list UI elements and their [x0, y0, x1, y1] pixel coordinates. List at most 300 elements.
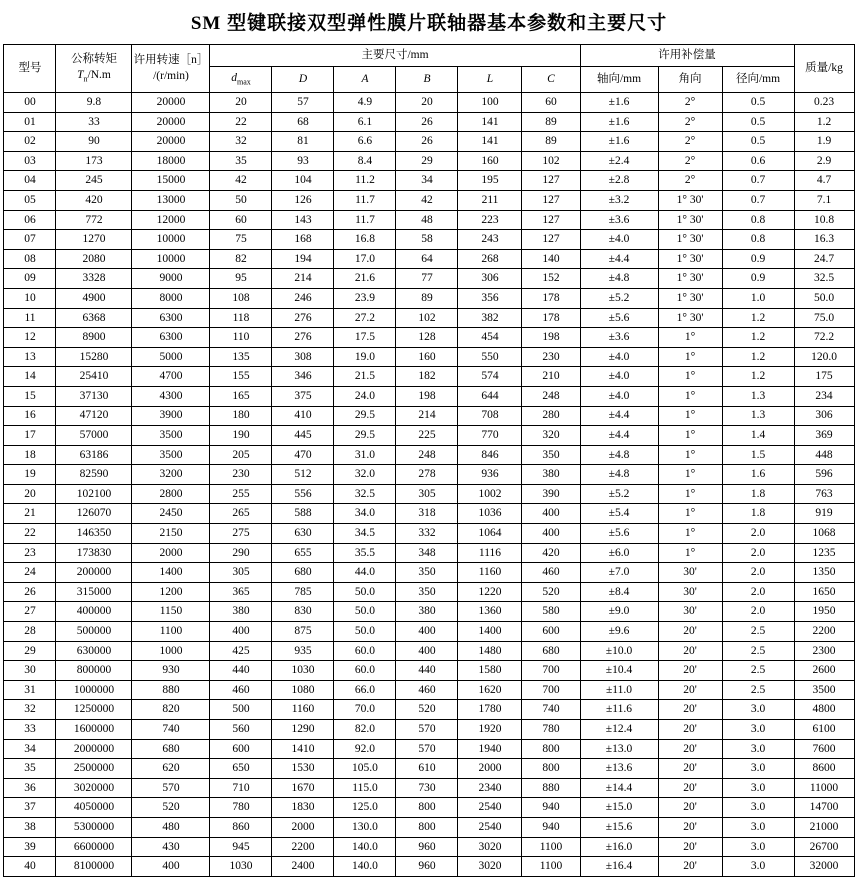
- cell-torque: 33: [56, 112, 132, 132]
- cell-model: 31: [4, 680, 56, 700]
- cell-axial: ±5.2: [580, 484, 658, 504]
- cell-mass: 1068: [794, 524, 854, 544]
- torque-symbol: T: [77, 68, 84, 81]
- cell-A: 44.0: [334, 563, 396, 583]
- cell-B: 520: [396, 700, 458, 720]
- cell-axial: ±11.6: [580, 700, 658, 720]
- table-row: [4, 661, 854, 681]
- cell-D: 81: [272, 132, 334, 152]
- cell-d-max: 95: [210, 269, 272, 289]
- cell-torque: 173830: [56, 543, 132, 563]
- cell-L: 1920: [458, 720, 522, 740]
- cell-model: 17: [4, 426, 56, 446]
- table-row: [4, 210, 854, 230]
- cell-axial: ±7.0: [580, 563, 658, 583]
- cell-radial: 3.0: [722, 798, 794, 818]
- cell-C: 60: [522, 93, 580, 113]
- cell-angular: 20': [658, 857, 722, 877]
- cell-D: 375: [272, 386, 334, 406]
- cell-A: 11.7: [334, 210, 396, 230]
- cell-A: 21.6: [334, 269, 396, 289]
- cell-D: 556: [272, 484, 334, 504]
- cell-radial: 3.0: [722, 739, 794, 759]
- cell-A: 24.0: [334, 386, 396, 406]
- cell-D: 246: [272, 288, 334, 308]
- cell-axial: ±3.6: [580, 328, 658, 348]
- cell-angular: 1°: [658, 386, 722, 406]
- cell-d-max: 50: [210, 190, 272, 210]
- cell-B: 58: [396, 230, 458, 250]
- cell-mass: 1.2: [794, 112, 854, 132]
- table-row: [4, 386, 854, 406]
- cell-axial: ±4.0: [580, 367, 658, 387]
- cell-d-max: 205: [210, 445, 272, 465]
- cell-model: 03: [4, 151, 56, 171]
- cell-angular: 20': [658, 837, 722, 857]
- cell-speed: 880: [132, 680, 210, 700]
- cell-d-max: 945: [210, 837, 272, 857]
- cell-L: 160: [458, 151, 522, 171]
- cell-radial: 0.5: [722, 93, 794, 113]
- cell-B: 225: [396, 426, 458, 446]
- cell-axial: ±16.0: [580, 837, 658, 857]
- cell-radial: 1.0: [722, 288, 794, 308]
- cell-speed: 20000: [132, 112, 210, 132]
- cell-C: 178: [522, 308, 580, 328]
- cell-torque: 90: [56, 132, 132, 152]
- cell-mass: 32000: [794, 857, 854, 877]
- cell-radial: 0.8: [722, 230, 794, 250]
- cell-D: 1030: [272, 661, 334, 681]
- cell-radial: 3.0: [722, 720, 794, 740]
- cell-mass: 1950: [794, 602, 854, 622]
- cell-d-max: 265: [210, 504, 272, 524]
- cell-angular: 1°: [658, 347, 722, 367]
- cell-C: 127: [522, 171, 580, 191]
- cell-mass: 7600: [794, 739, 854, 759]
- cell-B: 160: [396, 347, 458, 367]
- table-row: [4, 582, 854, 602]
- cell-speed: 820: [132, 700, 210, 720]
- cell-radial: 3.0: [722, 759, 794, 779]
- table-row: [4, 151, 854, 171]
- table-row: [4, 347, 854, 367]
- cell-speed: 3500: [132, 445, 210, 465]
- cell-speed: 12000: [132, 210, 210, 230]
- cell-C: 350: [522, 445, 580, 465]
- cell-model: 08: [4, 249, 56, 269]
- cell-model: 32: [4, 700, 56, 720]
- cell-A: 27.2: [334, 308, 396, 328]
- cell-mass: 10.8: [794, 210, 854, 230]
- cell-mass: 919: [794, 504, 854, 524]
- cell-d-max: 400: [210, 622, 272, 642]
- cell-d-max: 710: [210, 778, 272, 798]
- table-row: [4, 543, 854, 563]
- cell-model: 14: [4, 367, 56, 387]
- table-row: [4, 288, 854, 308]
- cell-d-max: 108: [210, 288, 272, 308]
- table-row: [4, 759, 854, 779]
- cell-L: 356: [458, 288, 522, 308]
- cell-torque: 47120: [56, 406, 132, 426]
- cell-B: 570: [396, 720, 458, 740]
- cell-C: 520: [522, 582, 580, 602]
- cell-C: 178: [522, 288, 580, 308]
- cell-L: 306: [458, 269, 522, 289]
- cell-d-max: 255: [210, 484, 272, 504]
- cell-D: 512: [272, 465, 334, 485]
- cell-d-max: 1030: [210, 857, 272, 877]
- cell-mass: 448: [794, 445, 854, 465]
- cell-angular: 20': [658, 778, 722, 798]
- cell-mass: 11000: [794, 778, 854, 798]
- cell-A: 11.7: [334, 190, 396, 210]
- cell-B: 42: [396, 190, 458, 210]
- cell-mass: 1650: [794, 582, 854, 602]
- cell-axial: ±4.0: [580, 386, 658, 406]
- cell-axial: ±4.0: [580, 230, 658, 250]
- cell-axial: ±2.4: [580, 151, 658, 171]
- cell-D: 57: [272, 93, 334, 113]
- cell-angular: 20': [658, 817, 722, 837]
- cell-C: 800: [522, 759, 580, 779]
- cell-torque: 15280: [56, 347, 132, 367]
- cell-A: 8.4: [334, 151, 396, 171]
- cell-axial: ±5.2: [580, 288, 658, 308]
- cell-d-max: 118: [210, 308, 272, 328]
- cell-speed: 1400: [132, 563, 210, 583]
- cell-model: 10: [4, 288, 56, 308]
- table-header-row-1: [4, 45, 854, 67]
- cell-torque: 25410: [56, 367, 132, 387]
- cell-axial: ±3.2: [580, 190, 658, 210]
- cell-angular: 1°: [658, 524, 722, 544]
- cell-torque: 6600000: [56, 837, 132, 857]
- cell-angular: 20': [658, 739, 722, 759]
- cell-mass: 21000: [794, 817, 854, 837]
- cell-mass: 2300: [794, 641, 854, 661]
- cell-mass: 4.7: [794, 171, 854, 191]
- cell-A: 31.0: [334, 445, 396, 465]
- cell-D: 588: [272, 504, 334, 524]
- torque-unit: /N.m: [87, 68, 111, 81]
- column-header-C: C: [522, 67, 580, 93]
- cell-A: 105.0: [334, 759, 396, 779]
- cell-angular: 20': [658, 798, 722, 818]
- cell-model: 29: [4, 641, 56, 661]
- cell-D: 470: [272, 445, 334, 465]
- cell-D: 655: [272, 543, 334, 563]
- cell-angular: 1° 30': [658, 249, 722, 269]
- cell-B: 348: [396, 543, 458, 563]
- table-row: [4, 190, 854, 210]
- cell-axial: ±16.4: [580, 857, 658, 877]
- cell-torque: 3020000: [56, 778, 132, 798]
- cell-speed: 740: [132, 720, 210, 740]
- table-body: [4, 93, 854, 877]
- cell-axial: ±4.4: [580, 249, 658, 269]
- cell-D: 308: [272, 347, 334, 367]
- cell-L: 574: [458, 367, 522, 387]
- cell-B: 64: [396, 249, 458, 269]
- cell-radial: 0.9: [722, 249, 794, 269]
- column-header-model: 型号: [4, 45, 56, 93]
- cell-L: 770: [458, 426, 522, 446]
- table-row: [4, 132, 854, 152]
- cell-axial: ±12.4: [580, 720, 658, 740]
- cell-axial: ±10.4: [580, 661, 658, 681]
- cell-angular: 1°: [658, 406, 722, 426]
- cell-speed: 3900: [132, 406, 210, 426]
- cell-torque: 1000000: [56, 680, 132, 700]
- cell-d-max: 190: [210, 426, 272, 446]
- cell-torque: 1600000: [56, 720, 132, 740]
- cell-C: 680: [522, 641, 580, 661]
- cell-B: 89: [396, 288, 458, 308]
- cell-model: 37: [4, 798, 56, 818]
- cell-B: 800: [396, 817, 458, 837]
- cell-model: 04: [4, 171, 56, 191]
- cell-L: 1400: [458, 622, 522, 642]
- cell-C: 390: [522, 484, 580, 504]
- table-row: [4, 112, 854, 132]
- cell-torque: 500000: [56, 622, 132, 642]
- cell-radial: 0.6: [722, 151, 794, 171]
- cell-mass: 2600: [794, 661, 854, 681]
- cell-radial: 3.0: [722, 837, 794, 857]
- cell-d-max: 135: [210, 347, 272, 367]
- cell-D: 126: [272, 190, 334, 210]
- cell-A: 6.1: [334, 112, 396, 132]
- cell-mass: 8600: [794, 759, 854, 779]
- cell-model: 16: [4, 406, 56, 426]
- cell-radial: 2.0: [722, 602, 794, 622]
- cell-B: 34: [396, 171, 458, 191]
- column-header-mass: 质量/kg: [794, 45, 854, 93]
- cell-radial: 2.0: [722, 563, 794, 583]
- cell-angular: 2°: [658, 151, 722, 171]
- cell-d-max: 32: [210, 132, 272, 152]
- cell-C: 800: [522, 739, 580, 759]
- cell-angular: 20': [658, 661, 722, 681]
- cell-radial: 0.5: [722, 132, 794, 152]
- cell-C: 600: [522, 622, 580, 642]
- cell-B: 610: [396, 759, 458, 779]
- cell-D: 214: [272, 269, 334, 289]
- cell-torque: 57000: [56, 426, 132, 446]
- cell-mass: 14700: [794, 798, 854, 818]
- cell-torque: 245: [56, 171, 132, 191]
- cell-radial: 1.2: [722, 347, 794, 367]
- cell-L: 1064: [458, 524, 522, 544]
- cell-torque: 2000000: [56, 739, 132, 759]
- cell-speed: 570: [132, 778, 210, 798]
- cell-torque: 82590: [56, 465, 132, 485]
- cell-mass: 306: [794, 406, 854, 426]
- cell-B: 182: [396, 367, 458, 387]
- cell-D: 1530: [272, 759, 334, 779]
- cell-speed: 10000: [132, 230, 210, 250]
- cell-torque: 400000: [56, 602, 132, 622]
- cell-speed: 480: [132, 817, 210, 837]
- cell-L: 268: [458, 249, 522, 269]
- cell-C: 230: [522, 347, 580, 367]
- cell-C: 248: [522, 386, 580, 406]
- column-header-d-max: [210, 67, 272, 93]
- cell-radial: 1.8: [722, 484, 794, 504]
- cell-A: 140.0: [334, 837, 396, 857]
- cell-A: 19.0: [334, 347, 396, 367]
- cell-A: 50.0: [334, 582, 396, 602]
- cell-torque: 3328: [56, 269, 132, 289]
- cell-model: 24: [4, 563, 56, 583]
- cell-mass: 2200: [794, 622, 854, 642]
- cell-radial: 1.3: [722, 386, 794, 406]
- cell-torque: 6368: [56, 308, 132, 328]
- table-row: [4, 328, 854, 348]
- cell-d-max: 165: [210, 386, 272, 406]
- cell-L: 1480: [458, 641, 522, 661]
- cell-torque: 420: [56, 190, 132, 210]
- cell-L: 1036: [458, 504, 522, 524]
- table-row: [4, 739, 854, 759]
- cell-C: 700: [522, 680, 580, 700]
- cell-speed: 1100: [132, 622, 210, 642]
- cell-model: 39: [4, 837, 56, 857]
- cell-angular: 1° 30': [658, 288, 722, 308]
- cell-L: 708: [458, 406, 522, 426]
- cell-torque: 9.8: [56, 93, 132, 113]
- cell-d-max: 20: [210, 93, 272, 113]
- cell-L: 382: [458, 308, 522, 328]
- cell-D: 785: [272, 582, 334, 602]
- cell-L: 3020: [458, 837, 522, 857]
- cell-axial: ±2.8: [580, 171, 658, 191]
- cell-L: 936: [458, 465, 522, 485]
- cell-C: 700: [522, 661, 580, 681]
- table-header: [4, 45, 854, 93]
- cell-B: 400: [396, 622, 458, 642]
- cell-axial: ±13.6: [580, 759, 658, 779]
- cell-L: 1116: [458, 543, 522, 563]
- cell-B: 332: [396, 524, 458, 544]
- cell-A: 32.5: [334, 484, 396, 504]
- cell-model: 05: [4, 190, 56, 210]
- cell-mass: 6100: [794, 720, 854, 740]
- cell-C: 940: [522, 798, 580, 818]
- cell-C: 152: [522, 269, 580, 289]
- cell-B: 460: [396, 680, 458, 700]
- cell-A: 125.0: [334, 798, 396, 818]
- cell-d-max: 560: [210, 720, 272, 740]
- table-row: [4, 249, 854, 269]
- cell-axial: ±1.6: [580, 112, 658, 132]
- cell-model: 36: [4, 778, 56, 798]
- cell-C: 380: [522, 465, 580, 485]
- cell-torque: 630000: [56, 641, 132, 661]
- cell-speed: 520: [132, 798, 210, 818]
- cell-speed: 20000: [132, 132, 210, 152]
- cell-mass: 234: [794, 386, 854, 406]
- cell-model: 35: [4, 759, 56, 779]
- table-row: [4, 171, 854, 191]
- cell-radial: 1.6: [722, 465, 794, 485]
- cell-torque: 146350: [56, 524, 132, 544]
- cell-L: 1220: [458, 582, 522, 602]
- cell-radial: 0.8: [722, 210, 794, 230]
- cell-model: 33: [4, 720, 56, 740]
- cell-A: 66.0: [334, 680, 396, 700]
- cell-radial: 2.0: [722, 524, 794, 544]
- cell-torque: 315000: [56, 582, 132, 602]
- cell-C: 210: [522, 367, 580, 387]
- cell-speed: 1200: [132, 582, 210, 602]
- cell-D: 1160: [272, 700, 334, 720]
- cell-radial: 0.9: [722, 269, 794, 289]
- cell-torque: 37130: [56, 386, 132, 406]
- table-row: [4, 93, 854, 113]
- cell-L: 846: [458, 445, 522, 465]
- column-header-A: A: [334, 67, 396, 93]
- table-row: [4, 778, 854, 798]
- table-row: [4, 445, 854, 465]
- cell-model: 15: [4, 386, 56, 406]
- cell-speed: 5000: [132, 347, 210, 367]
- cell-axial: ±4.4: [580, 426, 658, 446]
- column-header-torque-line2: [56, 68, 131, 85]
- column-group-header-compensation: 许用补偿量: [580, 45, 794, 67]
- cell-mass: 50.0: [794, 288, 854, 308]
- cell-B: 128: [396, 328, 458, 348]
- cell-model: 26: [4, 582, 56, 602]
- table-row: [4, 720, 854, 740]
- cell-L: 1780: [458, 700, 522, 720]
- cell-angular: 2°: [658, 93, 722, 113]
- cell-mass: 1.9: [794, 132, 854, 152]
- column-header-speed-line1: 许用转速［n］: [133, 53, 209, 66]
- cell-B: 77: [396, 269, 458, 289]
- cell-angular: 1°: [658, 543, 722, 563]
- cell-model: 38: [4, 817, 56, 837]
- cell-B: 960: [396, 857, 458, 877]
- cell-D: 1410: [272, 739, 334, 759]
- cell-speed: 10000: [132, 249, 210, 269]
- cell-speed: 2000: [132, 543, 210, 563]
- cell-L: 3020: [458, 857, 522, 877]
- cell-speed: 4300: [132, 386, 210, 406]
- table-row: [4, 367, 854, 387]
- table-row: [4, 857, 854, 877]
- cell-B: 318: [396, 504, 458, 524]
- cell-D: 410: [272, 406, 334, 426]
- cell-C: 140: [522, 249, 580, 269]
- cell-speed: 1000: [132, 641, 210, 661]
- cell-A: 50.0: [334, 602, 396, 622]
- cell-L: 1002: [458, 484, 522, 504]
- cell-d-max: 180: [210, 406, 272, 426]
- cell-angular: 1°: [658, 367, 722, 387]
- cell-d-max: 230: [210, 465, 272, 485]
- cell-d-max: 155: [210, 367, 272, 387]
- cell-radial: 2.0: [722, 543, 794, 563]
- cell-B: 440: [396, 661, 458, 681]
- cell-mass: 120.0: [794, 347, 854, 367]
- cell-speed: 3500: [132, 426, 210, 446]
- cell-angular: 1°: [658, 328, 722, 348]
- cell-torque: 173: [56, 151, 132, 171]
- cell-radial: 2.5: [722, 622, 794, 642]
